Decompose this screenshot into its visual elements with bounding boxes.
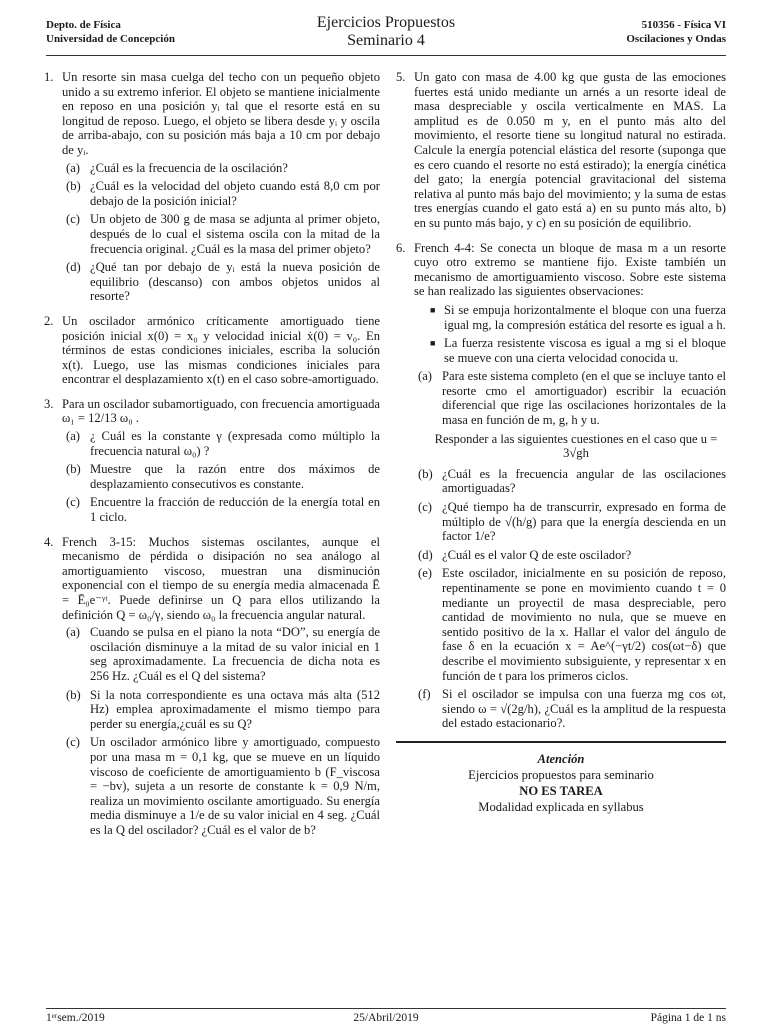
department: Depto. de Física bbox=[46, 19, 121, 31]
observation-2: ■ La fuerza resistente viscosa es igual a mg si el bloque se mueve con una cierta velocidad conocida u. bbox=[430, 336, 726, 365]
subquestion-f: (f) Si el oscilador se impulsa con una fuerza mg cos ωt, siendo ω = √(2g/h), ¿Cuál es la amplitud de la respuesta del estado estacionario?. bbox=[418, 687, 726, 731]
page-footer bbox=[46, 1012, 726, 1024]
course-topic: Oscilaciones y Ondas bbox=[626, 33, 726, 45]
header-right bbox=[626, 18, 726, 46]
problem-5 bbox=[396, 70, 726, 231]
left-column bbox=[44, 70, 380, 848]
subquestion-c: (c) ¿Qué tiempo ha de transcurrir, expresado en forma de múltiplo de √(h/g) para que la energía descienda en un factor 1/e? bbox=[418, 500, 726, 544]
page-number: Página 1 de 1 ns bbox=[650, 1012, 726, 1024]
problem-number: 4. bbox=[44, 534, 54, 549]
subquestion-d: (d) ¿Cuál es el valor Q de este oscilador? bbox=[418, 547, 632, 562]
subquestion-b: (b) Si la nota correspondiente es una octava más alta (512 Hz) emplea aproximadamente el mismo tiempo para perder su energía,¿cuál es su Q? bbox=[66, 687, 380, 731]
problem-number: 1. bbox=[44, 70, 54, 84]
right-column bbox=[396, 70, 726, 815]
notice-line-3: Modalidad explicada en syllabus bbox=[478, 799, 644, 814]
problem-text: Para un oscilador subamortiguado, con frecuencia amortiguada ω₁ = 12/13 ω₀ . bbox=[62, 396, 380, 426]
document-title: Ejercicios Propuestos bbox=[316, 14, 456, 31]
problem-text: French 4-4: Se conecta un bloque de masa m a un resorte cuyo otro extremo se mantiene fijo. Existe también un mecanismo de amortiguamiento viscoso. Sobre este sistema se han realizado las siguientes observaciones: bbox=[414, 240, 726, 299]
problem-2 bbox=[44, 314, 380, 387]
problem-number: 5. bbox=[396, 70, 406, 84]
problem-3 bbox=[44, 397, 380, 525]
footer-rule bbox=[46, 1008, 726, 1009]
subquestion-b: (b) Muestre que la razón entre dos máximos de desplazamiento consecutivos es constante. bbox=[66, 462, 380, 491]
subquestion-b: (b) ¿Cuál es la velocidad del objeto cuando está 8,0 cm por debajo de la posición inicial? bbox=[66, 179, 380, 208]
subquestion-a: (a) Para este sistema completo (en el que se incluye tanto el resorte cmo el amortiguador) escribir la ecuación diferencial que rige las oscilaciones horizontales de la masa en función de m, g, h y u. bbox=[418, 369, 726, 428]
subquestion-c: (c) Encuentre la fracción de reducción de la energía total en 1 ciclo. bbox=[66, 495, 380, 525]
problem-text: Un gato con masa de 4.00 kg que gusta de las emociones fuertes está unido mediante un arnés a un resorte ideal de masa despreciable y oscila verticalmente en MAS. La amplitud es de 0.050 m y, en el punto más alto del movimiento, el resorte tiene su longitud natural no estirada. Calcule la energía potencial elástica del resorte (suponga que es cero cuando el resorte no está estirado); la energía cinética del gato; la energía potencial gravitacional del sistema relativa al punto más bajo del movimiento; y la suma de estas tres energías cuando el gato está a) en su punto más alto, b) en su punto más bajo, y c) en su posición de equilibrio. bbox=[414, 70, 726, 230]
subquestion-a: (a) ¿Cuál es la frecuencia de la oscilación? bbox=[66, 160, 288, 175]
bullet-square-icon: ■ bbox=[430, 338, 436, 349]
notice-box bbox=[396, 751, 726, 815]
notice-divider bbox=[396, 741, 726, 743]
page-header bbox=[46, 14, 726, 54]
problem-text: Un oscilador armónico críticamente amortiguado tiene posición inicial x(0) = x₀ y velocidad inicial ẋ(0) = v₀. En términos de estas condiciones iniciales, escriba la solución x(t). Luego, use las mismas condiciones iniciales para encontrar el desplazamiento x(t) en el caso sobre-amortiguado. bbox=[62, 313, 380, 387]
header-center bbox=[46, 14, 726, 50]
notice-title: Atención bbox=[537, 751, 585, 766]
university: Universidad de Concepción bbox=[46, 33, 175, 45]
subquestion-d: (d) ¿Qué tan por debajo de yᵢ está la nueva posición de equilibrio (descanso) con ambos objetos unidos al resorte? bbox=[66, 260, 380, 304]
problem-6 bbox=[396, 241, 726, 731]
notice-line-2: NO ES TAREA bbox=[519, 783, 603, 798]
problem-text: Un resorte sin masa cuelga del techo con un pequeño objeto unido a su extremo inferior. El objeto se mantiene inicialmente en reposo en una posición yᵢ tal que el resorte está en su longitud de reposo. Luego, el objeto se libera desde yᵢ y oscila de arriba-abajo, con su posición más baja a 10 cm por debajo de yᵢ. bbox=[62, 70, 380, 157]
problem-1 bbox=[44, 70, 380, 304]
problem-text: French 3-15: Muchos sistemas oscilantes, aunque el mecanismo de pérdida o disipación no sea análogo al amortiguamiento viscoso, muestran una disminución exponencial con el tiempo de su energía media almacenada Ē = Ē₀e⁻ᵞᵗ. Puede definirse un Q para ellos utilizando la definición Q = ω₀/γ, siendo ω₀ la frecuencia angular natural. bbox=[62, 534, 380, 622]
problem-number: 3. bbox=[44, 396, 54, 411]
problem-number: 6. bbox=[396, 240, 406, 255]
course-code: 510356 - Física VI bbox=[641, 19, 726, 31]
subquestion-a: (a) ¿ Cuál es la constante γ (expresada como múltiplo la frecuencia natural ω₀) ? bbox=[66, 429, 380, 458]
instruction: Responder a las siguientes cuestiones en el caso que u = 3√gh bbox=[434, 431, 718, 461]
header-rule bbox=[46, 55, 726, 56]
bullet-square-icon: ■ bbox=[430, 304, 436, 315]
notice-line-1: Ejercicios propuestos para seminario bbox=[468, 767, 654, 782]
semester: 1ᵉʳsem./2019 bbox=[46, 1012, 105, 1024]
document-subtitle: Seminario 4 bbox=[347, 32, 425, 49]
problem-number: 2. bbox=[44, 313, 54, 328]
date: 25/Abril/2019 bbox=[353, 1012, 419, 1024]
subquestion-a: (a) Cuando se pulsa en el piano la nota “DO”, su energía de oscilación disminuye a la mitad de su valor inicial en 1 seg aproximadamente. La frecuencia de dicha nota es 256 Hz. ¿Cuál es el Q del sistema? bbox=[66, 625, 380, 683]
subquestion-b: (b) ¿Cuál es la frecuencia angular de las oscilaciones amortiguadas? bbox=[418, 466, 726, 496]
problem-4 bbox=[44, 535, 380, 838]
observation-1: ■ Si se empuja horizontalmente el bloque con una fuerza igual mg, la compresión estática del resorte es igual a h. bbox=[430, 302, 726, 332]
subquestion-c: (c) Un oscilador armónico libre y amortiguado, compuesto por una masa m = 0,1 kg, que se mueve en un líquido viscoso de coeficiente de amortiguamiento b (F_viscosa = −bv), sujeta a un resorte de constante k = 0,9 N/m, realiza un movimiento oscilante amortiguado. Su energía media disminuye a 1/e de su valor inicial en 4 seg. ¿Cuál es la Q del oscilador? ¿Cuál es el valor de b? bbox=[66, 735, 380, 837]
subquestion-c: (c) Un objeto de 300 g de masa se adjunta al primer objeto, después de lo cual el sistema oscila con la mitad de la frecuencia original. ¿Cuál es la masa del primer objeto? bbox=[66, 212, 380, 256]
subquestion-e: (e) Este oscilador, inicialmente en su posición de reposo, repentinamente se pone en movimiento cuando t = 0 mediante un proyectil de masa despreciable, pero cantidad de movimiento no nula, que se mueve en sentido positivo de la x. Hallar el valor del ángulo de fase δ en la ecuación x = Ae^(−γt/2) cos(ωt−δ) que describe el movimiento subsiguiente, y representar x en función de t para los primeros ciclos. bbox=[418, 566, 726, 683]
